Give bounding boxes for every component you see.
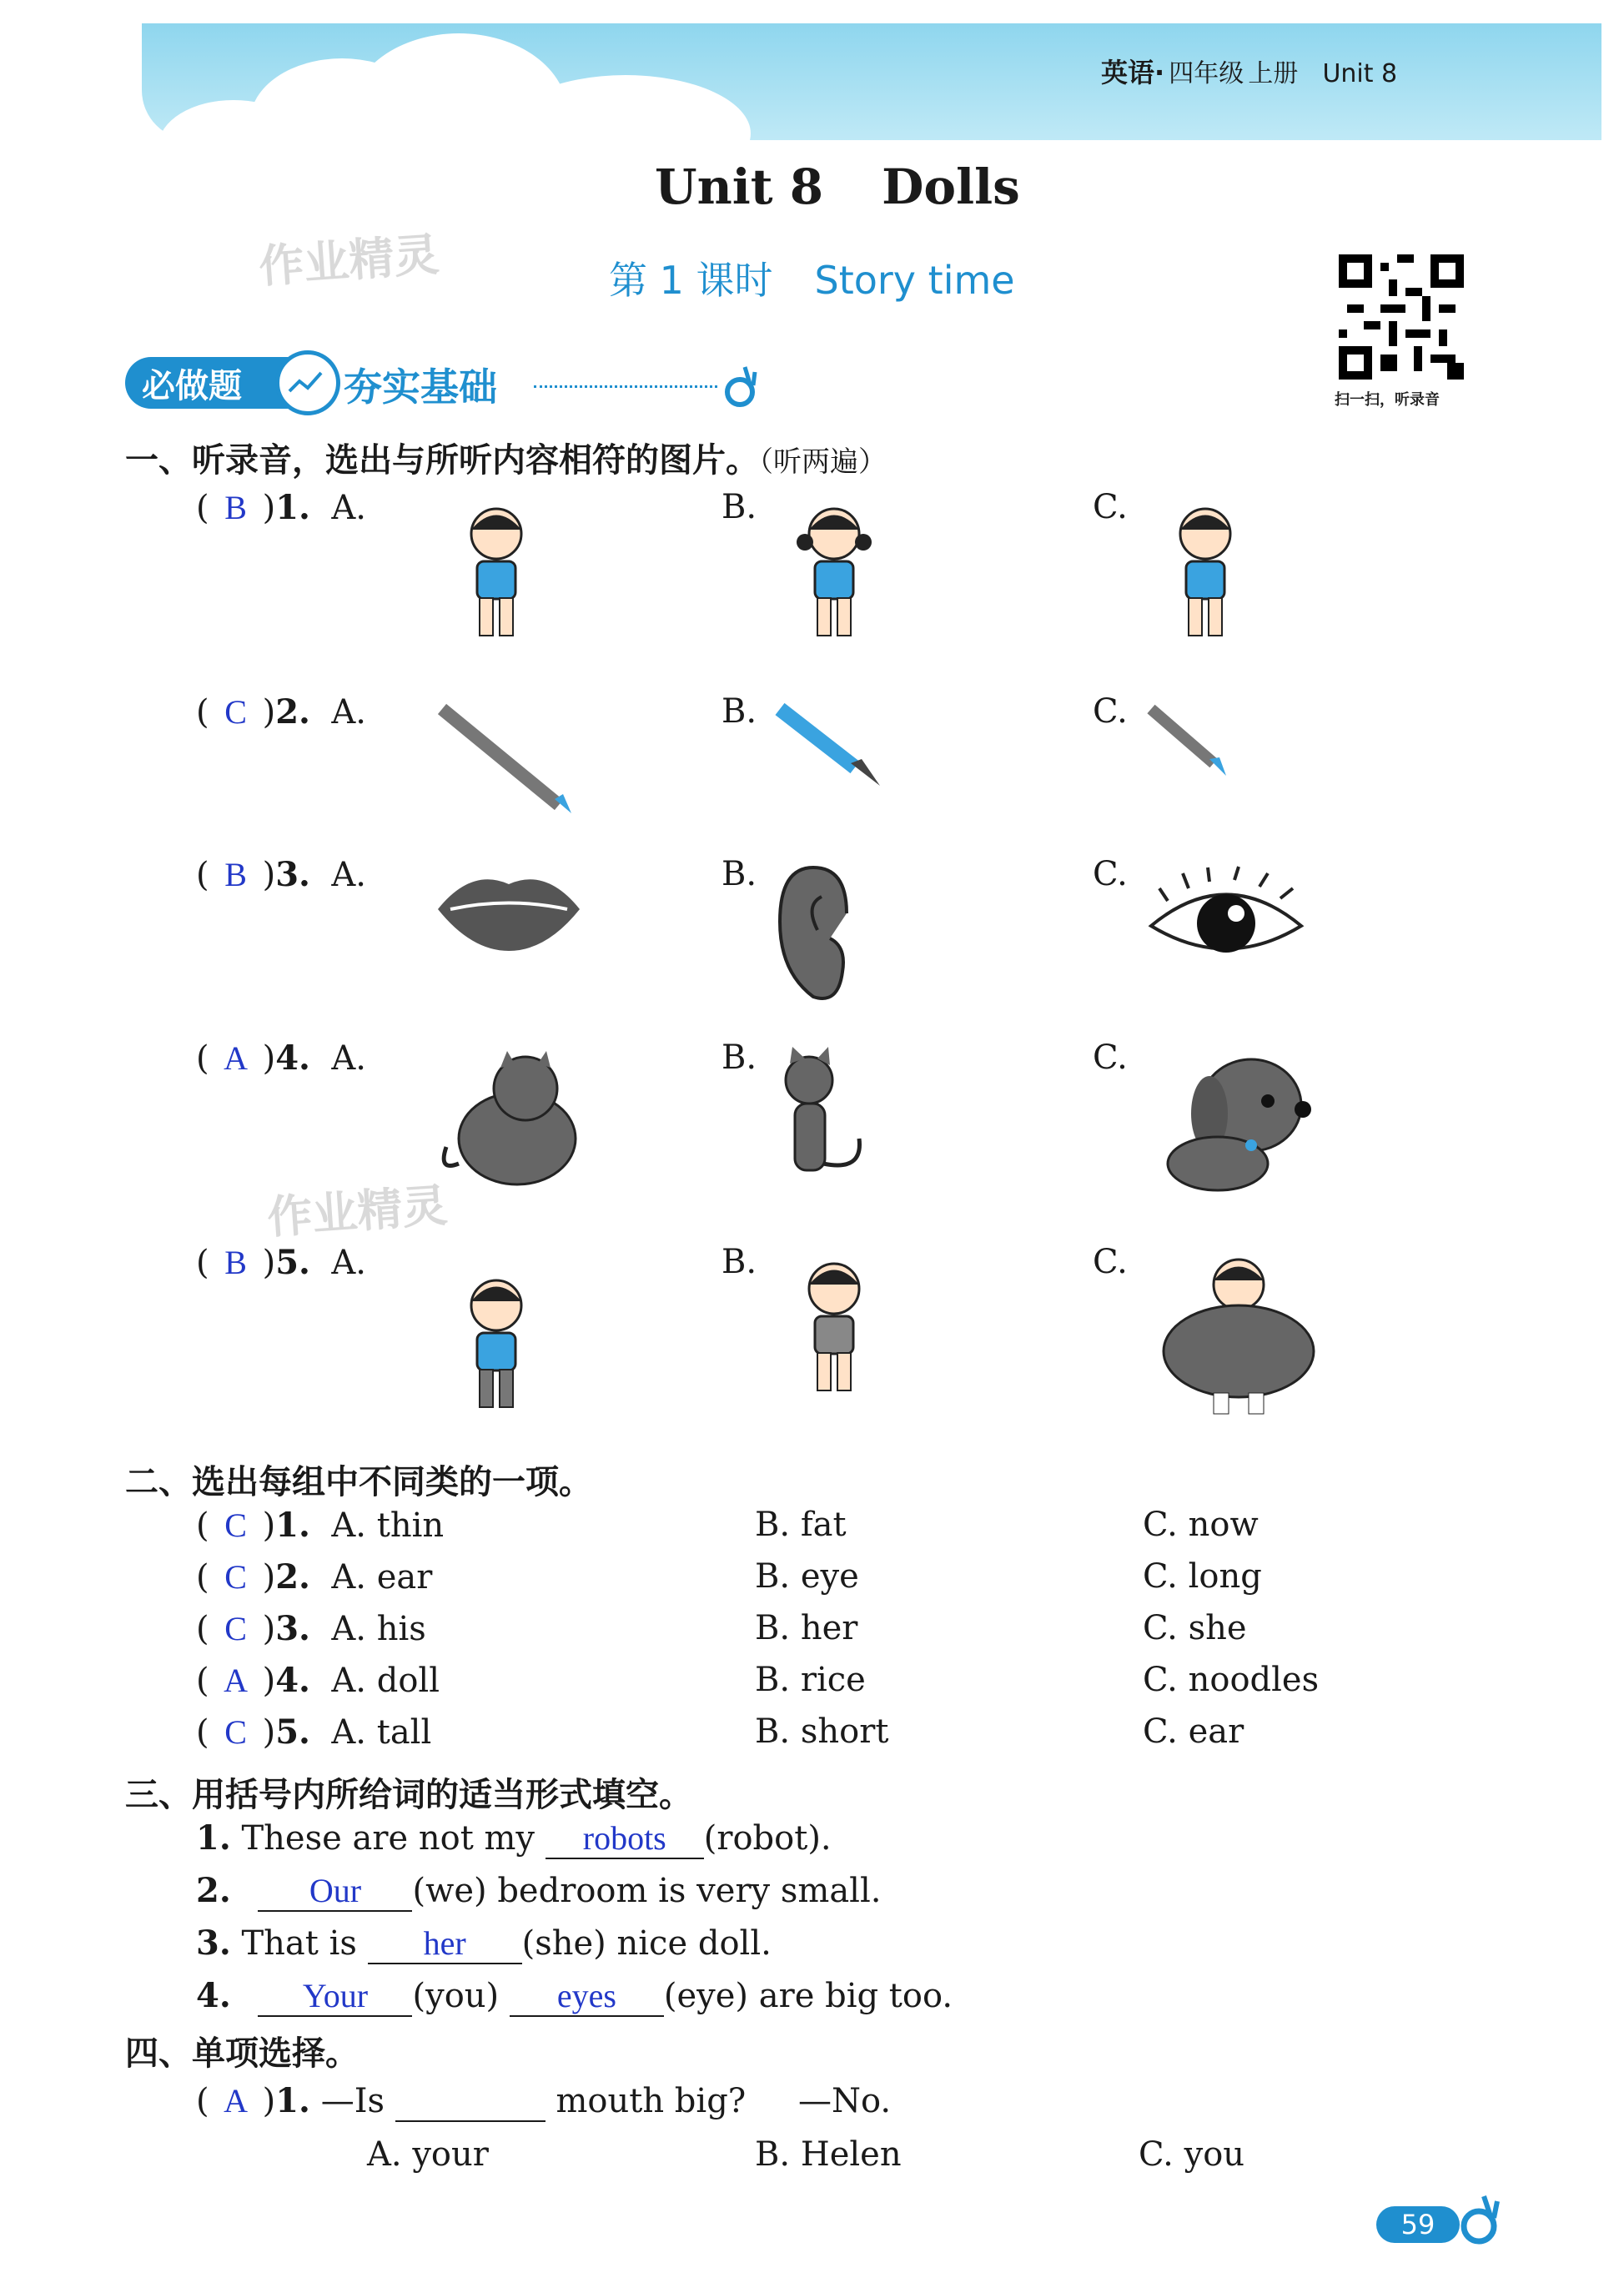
option-label-c[interactable]: C. [1093, 855, 1128, 893]
long-pencil-icon[interactable] [434, 701, 576, 821]
answer-mark[interactable]: C [224, 1506, 247, 1544]
option-label-b[interactable]: B. [721, 488, 757, 526]
dog-icon[interactable] [1143, 1047, 1318, 1200]
ear-icon[interactable] [772, 863, 863, 1008]
cloud-decoration [158, 100, 309, 192]
watermark: 作业精灵 [265, 1179, 450, 1245]
answer-blank[interactable] [395, 2082, 546, 2122]
item-number: 5. [275, 1243, 310, 1282]
section1-title [125, 434, 887, 481]
answer-mark[interactable]: A [224, 1662, 249, 1699]
item-number: 4. [275, 1661, 310, 1700]
option-label-a[interactable]: A. [331, 1244, 367, 1282]
qr-label: 扫一扫，听录音 [1335, 391, 1440, 409]
listening-row: ( A )4. A. [196, 1038, 367, 1078]
choice-row: ( C )1. A. thin [196, 1506, 445, 1545]
listening-row: ( B )1. A. [196, 488, 367, 527]
option-a[interactable]: A. ear [331, 1558, 433, 1597]
title-name: Dolls [882, 158, 1020, 215]
choice-row: ( C )2. A. ear [196, 1557, 433, 1597]
header-subject: 英语 [1101, 57, 1155, 88]
sentence-part: (robot). [703, 1819, 832, 1858]
option-label-a[interactable]: A. [331, 1039, 367, 1078]
short-pencil-icon[interactable] [1143, 701, 1234, 787]
option-label-c[interactable]: C. [1093, 488, 1128, 526]
answer-mark[interactable]: C [224, 1713, 247, 1751]
header-volume: 上册 [1248, 59, 1299, 88]
item-number: 2. [275, 1557, 310, 1597]
option-c[interactable]: C. long [1143, 1557, 1262, 1596]
sentence-part: (you) [412, 1977, 500, 2015]
option-b[interactable]: B. her [755, 1609, 858, 1647]
question-stem: mouth big? [556, 2082, 747, 2120]
option-c[interactable]: C. ear [1143, 1712, 1244, 1751]
answer-mark[interactable]: A [224, 1039, 249, 1077]
item-number: 1. [196, 1818, 231, 1858]
section1-title-text: 一、听录音，选出与所听内容相符的图片。 [125, 441, 759, 480]
option-label-b[interactable]: B. [721, 1038, 757, 1077]
ok-hand-icon [721, 360, 763, 414]
badge-label: 必做题 [142, 366, 242, 405]
answer-mark[interactable]: B [224, 1244, 247, 1281]
listening-row: ( C )2. A. [196, 692, 367, 732]
option-label-a[interactable]: A. [331, 856, 367, 894]
boy-icon[interactable] [1143, 496, 1268, 650]
header-dot: · [1154, 57, 1165, 88]
thin-cat-icon[interactable] [772, 1047, 872, 1192]
option-label-b[interactable]: B. [721, 692, 757, 731]
page-title [655, 158, 1020, 215]
pen-icon[interactable] [772, 701, 888, 796]
option-a[interactable]: A. his [331, 1610, 426, 1648]
option-label-a[interactable]: A. [331, 693, 367, 732]
mouth-icon[interactable] [434, 863, 584, 958]
ok-hand-icon [1456, 2190, 1506, 2251]
option-c[interactable]: C. you [1139, 2135, 1245, 2174]
question-reply: —No. [797, 2082, 892, 2120]
item-number: 2. [196, 1871, 231, 1910]
option-label-b[interactable]: B. [721, 855, 757, 893]
answer-mark[interactable]: B [224, 856, 247, 893]
option-a[interactable]: A. your [367, 2135, 489, 2174]
choice-row: ( C )5. A. tall [196, 1712, 432, 1752]
option-a[interactable]: A. doll [331, 1662, 440, 1700]
answer-blank[interactable]: her [368, 1923, 522, 1964]
answer-blank[interactable]: Our [258, 1871, 412, 1912]
option-c[interactable]: C. noodles [1143, 1661, 1320, 1699]
option-b[interactable]: B. rice [755, 1661, 866, 1699]
girl-pigtails-icon[interactable] [772, 496, 897, 650]
answer-mark[interactable]: B [224, 489, 247, 526]
watermark: 作业精灵 [257, 228, 441, 294]
dotted-divider [534, 385, 717, 388]
choice-row: ( A )1. —Is mouth big? —No. [196, 2081, 892, 2120]
option-a[interactable]: A. thin [331, 1506, 445, 1545]
item-number: 2. [275, 692, 310, 732]
page-number: 59 [1376, 2206, 1460, 2243]
section4-title: 四、单项选择。 [125, 2034, 359, 2073]
option-label-b[interactable]: B. [721, 1243, 757, 1281]
answer-blank[interactable]: robots [546, 1818, 704, 1859]
option-b[interactable]: B. Helen [755, 2135, 902, 2174]
answer-mark[interactable]: C [224, 1558, 247, 1596]
option-b[interactable]: B. eye [755, 1557, 859, 1596]
fat-boy-icon[interactable] [1143, 1251, 1335, 1421]
item-number: 3. [275, 1609, 310, 1648]
fat-cat-icon[interactable] [434, 1047, 601, 1192]
option-label-a[interactable]: A. [331, 489, 367, 527]
qr-code-icon[interactable] [1339, 254, 1464, 380]
title-unit: Unit 8 [655, 158, 824, 215]
option-label-c[interactable]: C. [1093, 1243, 1128, 1281]
item-number: 1. [275, 2081, 310, 2120]
sentence-part: That is [241, 1924, 357, 1963]
lesson-name: Story time [814, 258, 1015, 303]
header-unit: Unit 8 [1322, 59, 1398, 88]
fill-blank-row [196, 1923, 772, 1964]
short-boy-icon[interactable] [772, 1251, 897, 1405]
answer-mark[interactable]: C [224, 1610, 247, 1647]
listening-row: ( B )5. A. [196, 1243, 367, 1282]
sentence-part: These are not my [241, 1819, 535, 1858]
option-a[interactable]: A. tall [331, 1713, 432, 1752]
option-b[interactable]: B. fat [755, 1506, 847, 1544]
section1-note: （听两遍） [759, 445, 887, 479]
lesson-heading [609, 250, 1015, 305]
answer-mark[interactable]: A [224, 2082, 249, 2120]
option-c[interactable]: C. she [1143, 1609, 1247, 1647]
section2-title: 二、选出每组中不同类的一项。 [125, 1463, 592, 1501]
option-c[interactable]: C. now [1143, 1506, 1259, 1544]
option-label-c[interactable]: C. [1093, 1038, 1128, 1077]
eye-icon[interactable] [1143, 863, 1310, 975]
fill-blank-row [196, 1818, 832, 1859]
listening-row: ( B )3. A. [196, 855, 367, 894]
tall-boy-icon[interactable] [434, 1251, 559, 1438]
choice-row: ( C )3. A. his [196, 1609, 426, 1648]
answer-mark[interactable]: C [224, 693, 247, 731]
item-number: 3. [275, 855, 310, 894]
item-number: 3. [196, 1923, 231, 1963]
girl-icon[interactable] [434, 496, 559, 650]
question-stem: —Is [320, 2082, 385, 2120]
header-meta [1101, 52, 1397, 90]
answer-blank[interactable]: eyes [510, 1976, 664, 2017]
item-number: 4. [275, 1038, 310, 1078]
fill-blank-row [196, 1871, 881, 1912]
header-grade: 四年级 [1169, 59, 1244, 88]
item-number: 1. [275, 1506, 310, 1545]
option-label-c[interactable]: C. [1093, 692, 1128, 731]
trend-icon [275, 350, 340, 415]
option-b[interactable]: B. short [755, 1712, 889, 1751]
fill-blank-row [196, 1976, 953, 2017]
lesson-label: 第 1 课时 [609, 258, 773, 303]
answer-blank[interactable]: Your [258, 1976, 412, 2017]
item-number: 4. [196, 1976, 231, 2015]
choice-row: ( A )4. A. doll [196, 1661, 440, 1700]
section3-title: 三、用括号内所给词的适当形式填空。 [125, 1776, 692, 1814]
sentence-part: (she) nice doll. [521, 1924, 772, 1963]
badge-text: 夯实基础 [344, 365, 497, 410]
sentence-part: (eye) are big too. [663, 1977, 953, 2015]
item-number: 5. [275, 1712, 310, 1752]
item-number: 1. [275, 488, 310, 527]
sentence-part: (we) bedroom is very small. [412, 1872, 882, 1910]
